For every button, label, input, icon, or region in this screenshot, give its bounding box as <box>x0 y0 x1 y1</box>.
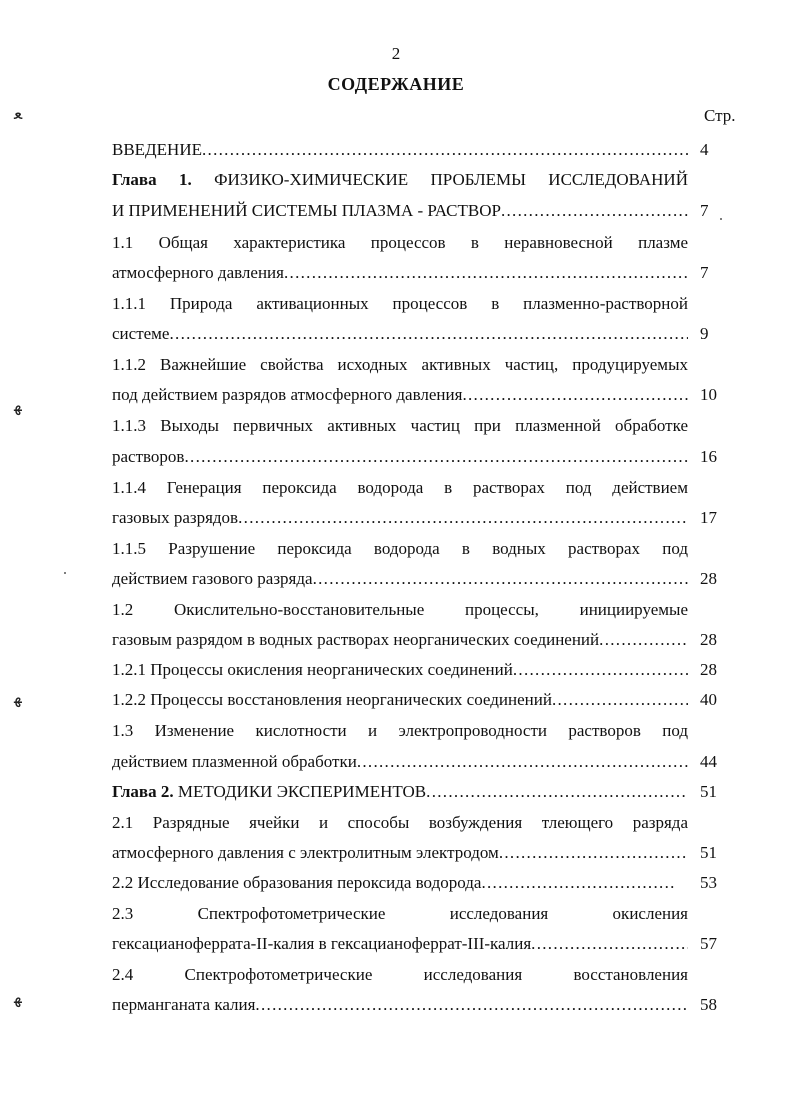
toc-entry-text: под действием разрядов атмосферного давления <box>112 385 463 404</box>
toc-entry-text: МЕТОДИКИ ЭКСПЕРИМЕНТОВ <box>173 782 427 801</box>
toc-entry-text: 1.2.2 Процессы восстановления неорганических соединений <box>112 690 552 709</box>
toc-entry-1-2[interactable] <box>112 600 688 620</box>
toc-entry-text: 2.3 Спектрофотометрические исследования окисления <box>112 904 688 923</box>
toc-entry-text: 1.2.1 Процессы окисления неорганических соединений <box>112 660 513 679</box>
margin-mark-2: ﻬ <box>14 396 22 415</box>
toc-entry-introduction[interactable] <box>112 140 688 160</box>
toc-entry-text: 1.1.3 Выходы первичных активных частиц при плазменной обработке <box>112 416 688 435</box>
toc-entry-chapter-1[interactable] <box>112 170 688 190</box>
toc-entry-1-1-cont[interactable] <box>112 263 688 283</box>
toc-page-number: 28 <box>700 660 717 679</box>
toc-entry-text: атмосферного давления с электролитным электродом <box>112 843 499 862</box>
page-title: СОДЕРЖАНИЕ <box>327 74 465 94</box>
toc-page-number: 28 <box>700 569 717 588</box>
toc-page-number: 44 <box>700 752 717 771</box>
page-number: 2 <box>391 44 401 63</box>
toc-page-number: 53 <box>700 873 717 892</box>
toc-entry-text: действием плазменной обработки <box>112 752 357 771</box>
toc-entry-2-3[interactable] <box>112 904 688 924</box>
toc-page-number: 10 <box>700 385 717 404</box>
toc-entry-1-1-1[interactable] <box>112 294 688 314</box>
toc-entry-1-2-2[interactable] <box>112 690 688 710</box>
toc-entry-1-1-4[interactable] <box>112 478 688 498</box>
toc-entry-text: атмосферного давления <box>112 263 284 282</box>
toc-entry-1-1-2[interactable] <box>112 355 688 375</box>
toc-entry-2-2[interactable] <box>112 873 674 893</box>
toc-entry-chapter-2[interactable] <box>112 782 688 802</box>
toc-page-number: 7 <box>700 263 709 282</box>
toc-entry-1-1-4-cont[interactable] <box>112 508 688 528</box>
toc-page-number: 9 <box>700 324 709 343</box>
toc-entry-2-1[interactable] <box>112 813 688 833</box>
toc-entry-1-1-1-cont[interactable] <box>112 324 688 344</box>
toc-entry-2-4[interactable] <box>112 965 688 985</box>
toc-entry-text: 1.1.2 Важнейшие свойства исходных активных частиц, продуцируемых <box>112 355 688 374</box>
toc-entry-text: 1.1.5 Разрушение пероксида водорода в водных растворах под <box>112 539 688 558</box>
toc-entry-text: ВВЕДЕНИЕ <box>112 140 202 159</box>
toc-page-number: 28 <box>700 630 717 649</box>
toc-entry-2-4-cont[interactable] <box>112 995 688 1015</box>
toc-entry-text: газовым разрядом в водных растворах неорганических соединений <box>112 630 600 649</box>
toc-entry-text: перманганата калия <box>112 995 256 1014</box>
margin-mark-1: ﻌ <box>14 104 23 123</box>
toc-entry-1-2-1[interactable] <box>112 660 688 680</box>
margin-mark-3: ﻬ <box>14 688 22 707</box>
margin-mark-4: ﻬ <box>14 988 22 1007</box>
toc-page-number: 17 <box>700 508 717 527</box>
toc-entry-1-1-2-cont[interactable] <box>112 385 688 405</box>
toc-entry-text: И ПРИМЕНЕНИЙ СИСТЕМЫ ПЛАЗМА - РАСТВОР <box>112 201 501 220</box>
toc-entry-text: действием газового разряда <box>112 569 313 588</box>
toc-entry-2-3-cont[interactable] <box>112 934 688 954</box>
chapter-label: Глава 1. <box>112 170 192 189</box>
toc-entry-1-3-cont[interactable] <box>112 752 688 772</box>
toc-page-number: 4 <box>700 140 709 159</box>
toc-entry-text: 2.4 Спектрофотометрические исследования восстановления <box>112 965 688 984</box>
toc-page-number: 51 <box>700 843 717 862</box>
toc-page-number: 16 <box>700 447 717 466</box>
toc-entry-text: гексацианоферрата-II-калия в гексацианоферрат-III-калия <box>112 934 532 953</box>
toc-entry-1-1[interactable] <box>112 233 688 253</box>
toc-entry-text: газовых разрядов <box>112 508 239 527</box>
toc-entry-1-3[interactable] <box>112 721 688 741</box>
toc-page-number: 57 <box>700 934 717 953</box>
toc-entry-text: 2.1 Разрядные ячейки и способы возбуждения тлеющего разряда <box>112 813 688 832</box>
toc-entry-text: 1.1.1 Природа активационных процессов в плазменно-растворной <box>112 294 688 313</box>
toc-entry-text: 1.1.4 Генерация пероксида водорода в растворах под действием <box>112 478 688 497</box>
toc-entry-text: 1.3 Изменение кислотности и электропроводности растворов под <box>112 721 688 740</box>
toc-entry-1-1-5[interactable] <box>112 539 688 559</box>
toc-entry-1-2-cont[interactable] <box>112 630 688 650</box>
toc-entry-1-1-5-cont[interactable] <box>112 569 688 589</box>
chapter-label: Глава 2. <box>112 782 174 801</box>
toc-page-number: 58 <box>700 995 717 1014</box>
toc-entry-chapter-1-cont[interactable] <box>112 201 688 221</box>
toc-page-number: 7 <box>700 201 709 220</box>
toc-entry-text: 1.1 Общая характеристика процессов в неравновесной плазме <box>112 233 688 252</box>
page-column-label: Стр. <box>704 106 736 125</box>
toc-entry-text: системе <box>112 324 170 343</box>
toc-page-number: 40 <box>700 690 717 709</box>
toc-entry-1-1-3-cont[interactable] <box>112 447 688 467</box>
toc-page-number: 51 <box>700 782 717 801</box>
toc-entry-1-1-3[interactable] <box>112 416 688 436</box>
toc-entry-text: 1.2 Окислительно-восстановительные процессы, инициируемые <box>112 600 688 619</box>
toc-entry-text: ФИЗИКО-ХИМИЧЕСКИЕ ПРОБЛЕМЫ ИССЛЕДОВАНИЙ <box>191 170 688 189</box>
toc-entry-text: 2.2 Исследование образования пероксида водорода <box>112 873 482 892</box>
toc-entry-text: растворов <box>112 447 185 466</box>
toc-entry-2-1-cont[interactable] <box>112 843 688 863</box>
